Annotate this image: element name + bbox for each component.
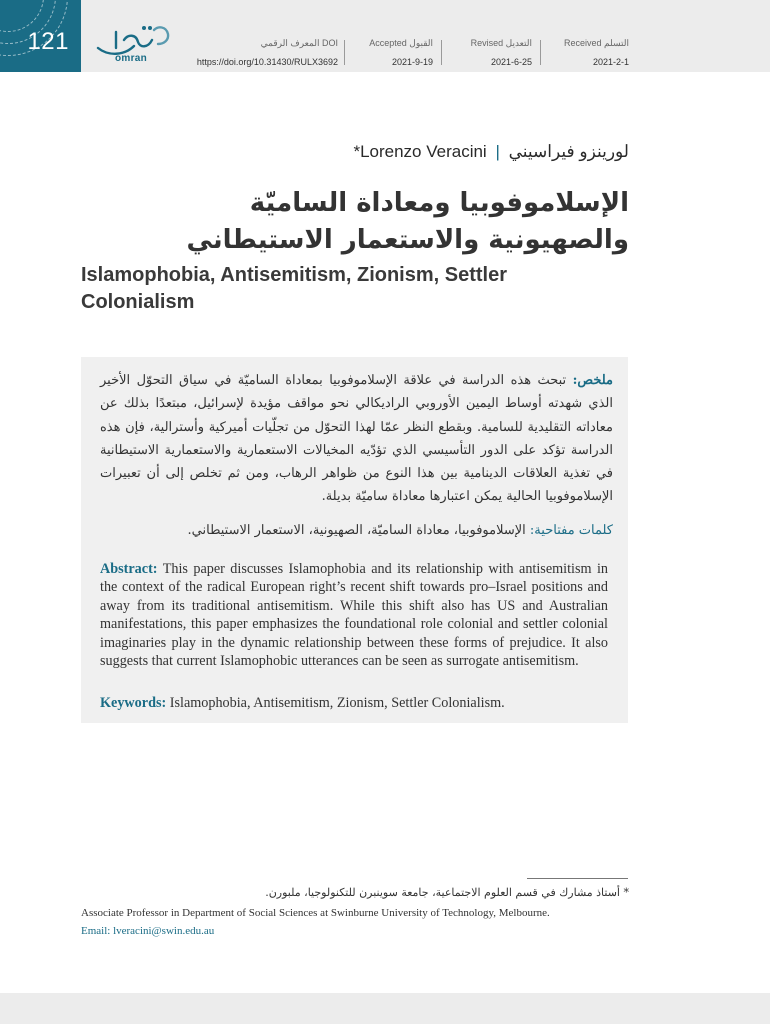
author-name-arabic: لورينزو فيراسيني	[508, 142, 629, 161]
arabic-keywords-label: كلمات مفتاحية:	[529, 523, 613, 538]
footnote-english: Associate Professor in Department of Social Sciences at Swinburne University of Technology, Melbourne.	[81, 907, 550, 919]
page-number-badge	[0, 0, 81, 72]
english-abstract-text: This paper discusses Islamophobia and its relationship with antisemitism in the context of the radical European right’s recent shift towards pro–Israel positions and away from its traditional antisemitism. While this shift also has US and Australian manifestations, this paper emphasizes the foundational role colonial and settler colonial imaginaries play in the dynamic relationship between these forms of prejudice. It also suggests that current Islamophobic utterances can be seen as surrogate antisemitism.	[100, 561, 609, 670]
doi-block	[197, 38, 338, 67]
revised-date: 2021-6-25	[490, 57, 532, 67]
author-line	[353, 142, 629, 162]
arabic-abstract-text: تبحث هذه الدراسة في علاقة الإسلاموفوبيا بمعاداة الساميّة في سياق التحوّل الأخير الذي شهدته أوساط اليمين الأوروبي الراديكالي نحو مواقف مؤيدة لإسرائيل، مبتعدًا بذلك عن معاداته التقليدية للسامية. وبقطع النظر عمّا لهذا التحوّل من تجلّيات أميركية وأسترالية، فإن هذه الدراسة تؤكد على الدور التأسيسي الذي تؤدّيه المخيالات الاستعمارية والاستعمارية الاستيطانية في تغذية العلاقات الدينامية بين هذا النوع من ظواهر الرهاب، ومن ثم تخلص إلى أن تعبيرات الإسلاموفوبيا الحالية يمكن اعتبارها معاداة ساميّة بديلة.	[100, 373, 613, 505]
received-date: 2021-2-1	[592, 57, 629, 67]
arabic-abstract-label: ملخص:	[572, 373, 613, 388]
english-abstract	[100, 560, 608, 670]
english-keywords-text: Islamophobia, Antisemitism, Zionism, Settler Colonialism.	[169, 695, 505, 711]
footnote-arabic-text: أستاذ مشارك في قسم العلوم الاجتماعية، جامعة سوينبرن للتكنولوجيا، ملبورن.	[265, 886, 620, 899]
received-block	[564, 38, 629, 67]
english-keywords-label: Keywords:	[100, 695, 167, 711]
accepted-date: 2021-9-19	[391, 57, 433, 67]
accepted-block	[369, 38, 433, 67]
footnote-arabic	[89, 884, 629, 902]
arabic-keywords-text: الإسلاموفوبيا، معاداة الساميّة، الصهيونية، الاستعمار الاستيطاني.	[187, 523, 526, 538]
page-footer	[0, 993, 770, 1024]
page-header	[0, 0, 770, 72]
footnote-rule	[527, 878, 628, 879]
arabic-abstract	[100, 369, 613, 509]
doi-link[interactable]: https://doi.org/10.31430/RULX3692	[196, 57, 338, 67]
english-keywords	[100, 694, 608, 712]
meta-divider	[441, 40, 442, 65]
english-title: Islamophobia, Antisemitism, Zionism, Settler Colonialism	[81, 264, 508, 313]
arabic-keywords	[100, 520, 613, 542]
doi-label: المعرف الرقمي DOI	[260, 38, 338, 48]
author-email-link[interactable]: Email: lveracini@swin.edu.au	[81, 925, 215, 937]
meta-divider	[540, 40, 541, 65]
english-abstract-label: Abstract:	[100, 561, 158, 577]
revised-block	[471, 38, 532, 67]
received-label: Received التسلم	[564, 38, 629, 48]
page-number: 121	[27, 28, 69, 55]
author-name-latin: *Lorenzo Veracini	[353, 142, 487, 161]
arabic-title: الإسلاموفوبيا ومعاداة الساميّة والصهيونية والاستعمار الاستيطاني	[186, 188, 629, 255]
accepted-label: Accepted القبول	[369, 38, 433, 48]
footnote-marker: *	[623, 886, 629, 899]
meta-divider	[344, 40, 345, 65]
logo-latin: omran	[115, 53, 148, 64]
revised-label: Revised التعديل	[470, 38, 532, 48]
author-separator: |	[495, 142, 500, 161]
